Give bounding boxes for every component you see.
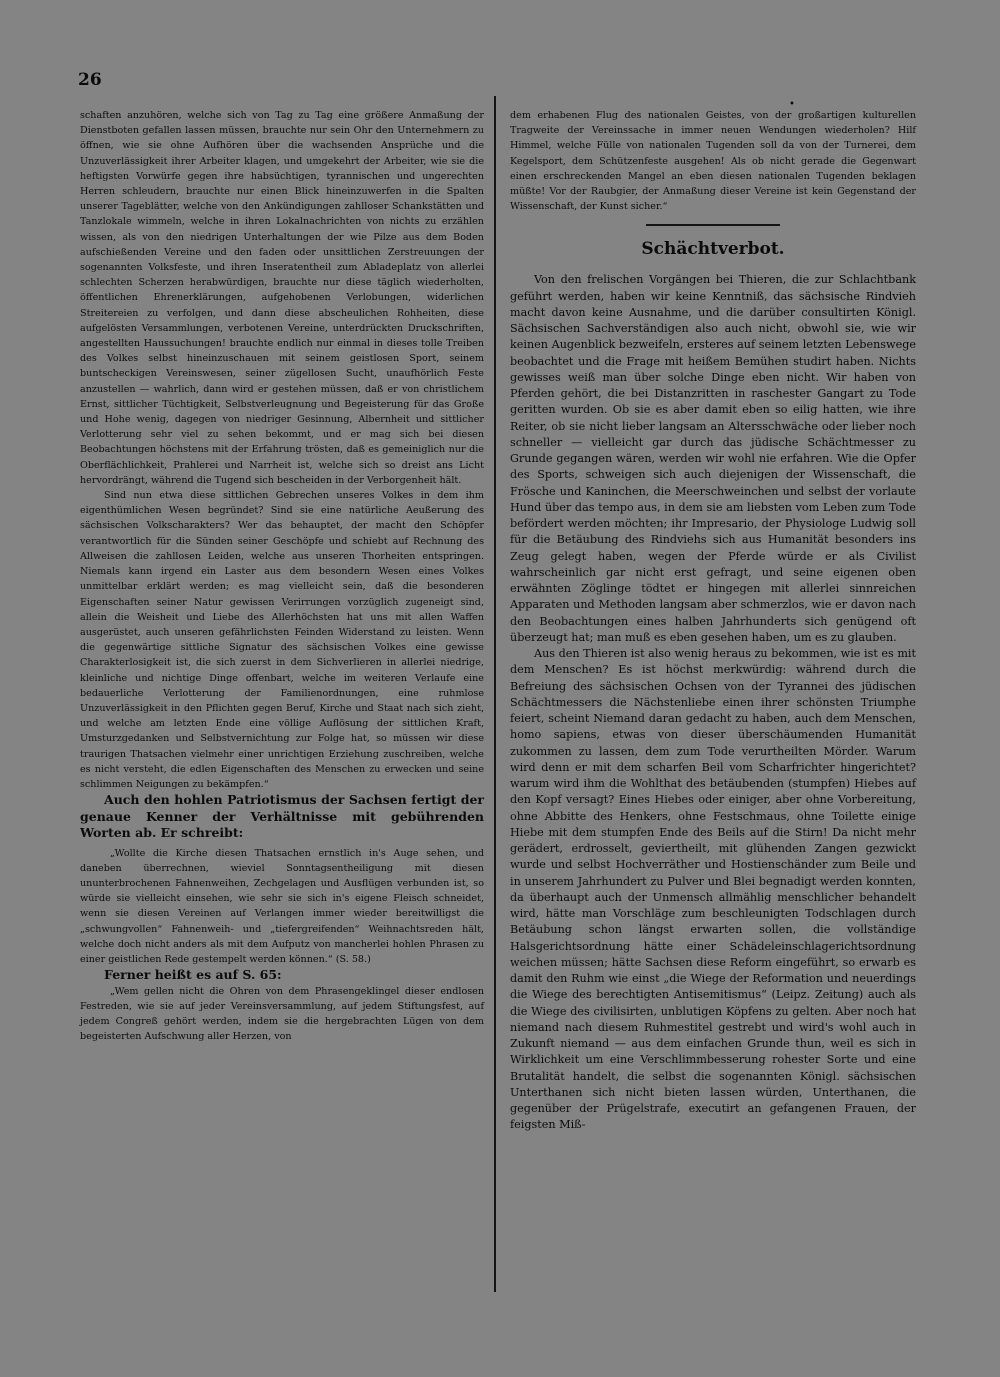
right-quote-continuation: dem erhabenen Flug des nationalen Geistes, von der großartigen kulturellen Tragweite der Vereinssache in immer neuen Wendungen wiederholen? Hilf Himmel, welche Fülle von nationalen Tugenden soll da von der Turnerei, dem Kegelsport, dem Schützenfeste ausgehen! Als ob nicht gerade die Gegenwart einen erschreckenden Mangel an eben diesen nationalen Tugenden beklagen müßte! Vor der Raubgier, der Anmaßung dieser Vereine ist kein Gegenstand der Wissenschaft, der Kunst sicher.“ [510, 110, 916, 213]
left-paragraph-3: Auch den hohlen Patriotismus der Sachsen fertigt der genaue Kenner der Verhältnisse mit gebührenden Worten ab. Er schreibt: [80, 792, 484, 841]
column-rule [494, 96, 496, 1292]
right-paragraph-2: Aus den Thieren ist also wenig heraus zu bekommen, wie ist es mit dem Menschen? Es ist höchst merkwürdig: während durch die Befreiung des sächsischen Ochsen von der Tyrannei des jüdischen Schächtmessers die Nächstenliebe einen ihrer schönsten Triumphe feiert, scheint Niemand daran gedacht zu haben, auch dem Menschen, homo sapiens, etwas von dieser überschäumenden Humanität zukommen zu lassen, dem zum Tode verurtheilten Mörder. Warum wird denn er mit dem scharfen Beil vom Scharfrichter hingerichtet? warum wird ihm die Wohlthat des betäubenden (stumpfen) Hiebes auf den Kopf versagt? Eines Hiebes oder einiger, aber ohne Vorbereitung, ohne Abbitte des Henkers, ohne Festschmaus, ohne Toilette einige Hiebe mit dem stumpfen Ende des Beils auf die Stirn! Da nicht mehr gerädert, erdrosselt, geviertheilt, mit glühenden Zangen gezwickt wurde und selbst Hochverräther und Hostienschänder zum Beile und in unserem Jahrhundert zu Pulver und Blei begnadigt werden konnten, da überhaupt auch der Unmensch allmählig menschlicher behandelt wird, hätte man Vorschläge zum beschleunigten Todschlagen durch Betäubung schon längst erwarten sollen, die vollständige Halsgerichtsordnung hätte einer Schädeleinschlagerichtsordnung weichen müssen; hätte Sachsen diese Reform eingeführt, so erwarb es damit den Ruhm wie einst „die Wiege der Reformation und neuerdings die Wiege des berechtigten Antisemitismus“ (Leipz. Zeitung) auch als die Wiege des civilisirten, unblutigen Köpfens zu gelten. Aber noch hat niemand nach diesem Ruhmestitel gestrebt und wird's wohl auch in Zukunft niemand — aus dem einfachen Grunde thun, weil es sich in Wirklichkeit um eine Verschlimmbesserung rohester Sorte und eine Brutalität handelt, die selbst die sogenannten Königl. sächsischen Unterthanen sich nicht bieten lassen würden, Unterthanen, die gegenüber der Prügelstrafe, executirt an gefangenen Frauen, der feigsten Miß- [510, 647, 916, 1132]
left-paragraph-1: schaften anzuhören, welche sich von Tag zu Tag eine größere Anmaßung der Dienstboten gefallen lassen müssen, brauchte nur sein Ohr den Unternehmern zu öffnen, wie sie ohne Aufhören über die wachsenden Ansprüche und die Unzuverlässigkeit ihrer Arbeiter klagen, und umgekehrt der Arbeiter, wie sie die heftigsten Vorwürfe gegen ihre habsüchtigen, tyrannischen und ungerechten Herren schleudern, brauchte nur einen Blick hineinzuwerfen in die Spalten unserer Tageblätter, welche von den Ankündigungen zahlloser Schankstätten und Tanzlokale wimmeln, welche in ihren Lokalnachrichten von nichts zu erzählen wissen, als von den niedrigen Unterhaltungen der wie Pilze aus dem Boden aufschießenden Vereine und den faden oder unsittlichen Zerstreuungen der sogenannten Volksfeste, und ihren Inseratentheil zum Abladeplatz von allerlei schlechten Scherzen herabwürdigen, brauchte nur diese täglich wiederholten, öffentlichen Ehrenerklärungen, aufgehobenen Verlobungen, widerlichen Streitereien zu verfolgen, und dann diese abscheulichen Rohheiten, diese aufgelösten Versammlungen, verbotenen Vereine, unterdrückten Druckschriften, angestellten Haussuchungen! brauchte endlich nur einmal in dieses tolle Treiben des Volkes selbst hineinzuschauen mit seinem geistlosen Sport, seinem buntscheckigen Vereinswesen, seiner zügellosen Sucht, unaufhörlich Feste anzustellen — wahrlich, dann wird er gestehen müssen, daß er von christlichem Ernst, sittlicher Tüchtigkeit, Selbstverleugnung und Begeisterung für das Große und Hohe wenig, dagegen von niedriger Gesinnung, Albernheit und sittlicher Verlotterung sehr viel zu sehen bekommt, und er mag sich bei diesen Beobachtungen höchstens mit der Erfahrung trösten, daß es gemeiniglich nur die Oberflächlichkeit, Prahlerei und Narrheit ist, welche sich so dreist ans Licht hervordrängt, während die Tugend sich bescheiden in der Verborgenheit hält. [80, 110, 484, 486]
stray-dot: • [789, 99, 795, 110]
right-paragraph-1: Von den frelischen Vorgängen bei Thieren, die zur Schlachtbank geführt werden, haben wir keine Kenntniß, das sächsische Rindvieh macht davon keine Ausnahme, und die darüber consultirten Königl. Sächsischen Sachverständigen also auch nicht, obwohl sie, wie wir keinen Augenblick bezweifeln, ersteres auf seinem letzten Lebenswege beobachtet und die Frage mit heißem Bemühen studirt haben. Nichts gewisses weiß man über solche Dinge eben nicht. Wir haben von Pferden gehört, die bei Distanzritten in raschester Gangart zu Tode geritten wurden. Ob sie es aber damit eben so eilig hatten, wie ihre Reiter, ob sie nicht lieber langsam an Altersschwäche oder lieber noch schneller — vielleicht gar durch das jüdische Schächtmesser zu Grunde gegangen wären, werden wir wohl nie erfahren. Wie die Opfer des Sports, schweigen sich auch diejenigen der Wissenschaft, die Frösche und Kaninchen, die Meerschweinchen und selbst der vorlaute Hund über das tempo aus, in dem sie am liebsten vom Leben zum Tode befördert werden möchten; ihr Impresario, der Physiologe Ludwig soll für die Betäubung des Rindviehs sich aus Humanität besonders ins Zeug gelegt haben, wegen der Pferde würde er als Civilist wahrscheinlich gar nicht erst gefragt, und seine eigenen oben erwähnten Zöglinge tödtet er hingegen mit allerlei sinnreichen Apparaten und Methoden langsam aber schmerzlos, wie er davon nach den Beobachtungen eines halben Jahrhunderts sich genügend oft überzeugt hat; man muß es eben gesehen haben, um es zu glauben. [510, 273, 916, 644]
section-divider [646, 224, 780, 226]
page-number: 26 [78, 70, 102, 90]
right-column [510, 108, 916, 1134]
section-title: Schächtverbot. [641, 239, 785, 260]
left-quote-1: „Wollte die Kirche diesen Thatsachen ernstlich in's Auge sehen, und daneben überrechnen, wieviel Sonntagsentheiligung mit diesen ununterbrochenen Fahnenweihen, Zechgelagen und Ausflügen verbunden ist, so würde sie vielleicht einsehen, wie sehr sie sich in's eigene Fleisch schneidet, wenn sie diesen Vereinen auf Verlangen immer wieder bereitwilligst die „schwungvollen“ Fahnenweih- und „tiefergreifenden“ Weihnachtsreden hält, welche doch nicht anders als mit dem Aufputz von mancherlei hohlen Phrasen zu einer geistlichen Rede gestempelt werden können.“ (S. 58.) [80, 847, 484, 966]
left-quote-2: „Wem gellen nicht die Ohren von dem Phrasengeklingel dieser endlosen Festreden, wie sie auf jeder Vereinsversammlung, auf jedem Stiftungsfest, auf jedem Congreß gehört werden, indem sie die hergebrachten Lügen von dem begeisterten Aufschwung aller Herzen, von [80, 985, 484, 1043]
left-column [80, 108, 484, 1045]
left-paragraph-4: Ferner heißt es auf S. 65: [104, 967, 282, 983]
left-paragraph-2: Sind nun etwa diese sittlichen Gebrechen unseres Volkes in dem ihm eigenthümlichen Wesen begründet? Sind sie eine natürliche Aeußerung des sächsischen Volkscharakters? Wer das behauptet, der macht den Schöpfer verantwortlich für die Sünden seiner Geschöpfe und schiebt auf Rechnung des Allweisen die zahllosen Leiden, welche aus unseren Thorheiten entspringen. Niemals kann irgend ein Laster aus dem besondern Wesen eines Volkes unmittelbar erklärt werden; es mag vielleicht sein, daß die besonderen Eigenschaften seiner Natur gewissen Verirrungen vorzüglich zugeneigt sind, allein die Weisheit und Liebe des Allerhöchsten hat uns mit allen Waffen ausgerüstet, auch unseren gefährlichsten Feinden Widerstand zu leisten. Wenn die gegenwärtige sittliche Signatur des sächsischen Volkes eine gewisse Charakterlosigkeit ist, die sich zuerst in dem Sichverlieren in allerlei niedrige, kleinliche und nichtige Dinge offenbart, welche im weiteren Verlaufe eine bedauerliche Verlotterung der Familienordnungen, eine ruhmlose Unzuverlässigkeit in den Pflichten gegen Beruf, Kirche und Staat nach sich zieht, und welche am letzten Ende eine völlige Auflösung der sittlichen Kraft, Umsturzgedanken und Selbstvernichtung zur Folge hat, so müssen wir diese traurigen Thatsachen vielmehr einer unrichtigen Erziehung zuschreiben, welche es nicht versteht, die edlen Eigenschaften des Menschen zu erwecken und seine schlimmen Neigungen zu bekämpfen.“ [80, 490, 484, 790]
